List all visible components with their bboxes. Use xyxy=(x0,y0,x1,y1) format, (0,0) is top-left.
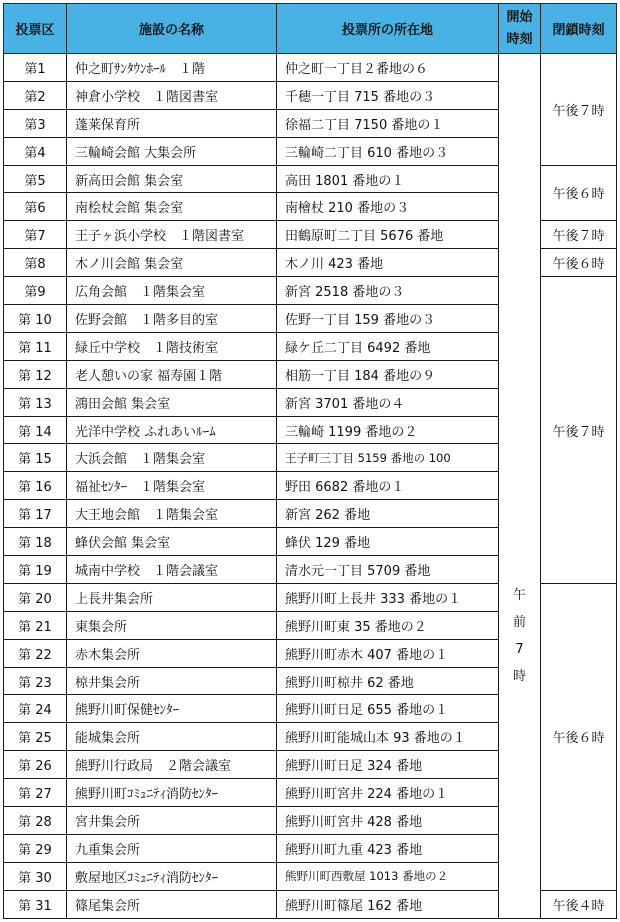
district-cell: 第 28 xyxy=(4,807,67,835)
address-cell: 清水元一丁目 5709 番地 xyxy=(277,556,499,584)
district-cell: 第7 xyxy=(4,221,67,249)
district-cell: 第 14 xyxy=(4,416,67,444)
close-time-cell: 午後６時 xyxy=(541,165,617,221)
address-cell: 王子町三丁目 5159 番地の 100 xyxy=(277,444,499,472)
district-cell: 第 23 xyxy=(4,667,67,695)
close-time-cell: 午後４時 xyxy=(541,890,617,918)
facility-cell: 鴻田会館 集会室 xyxy=(67,388,277,416)
address-cell: 熊野川町上長井 333 番地の１ xyxy=(277,583,499,611)
district-cell: 第1 xyxy=(4,54,67,82)
address-cell: 熊野川町宮井 428 番地 xyxy=(277,807,499,835)
header-district: 投票区 xyxy=(4,4,67,54)
facility-cell: 蓬莱保育所 xyxy=(67,109,277,137)
facility-cell: 緑丘中学校 １階技術室 xyxy=(67,332,277,360)
address-cell: 仲之町一丁目２番地の６ xyxy=(277,54,499,82)
facility-cell: 神倉小学校 １階図書室 xyxy=(67,81,277,109)
facility-cell: 木ノ川会館 集会室 xyxy=(67,249,277,277)
facility-cell: 上長井集会所 xyxy=(67,583,277,611)
address-cell: 熊野川町日足 324 番地 xyxy=(277,751,499,779)
polling-places-table xyxy=(3,3,617,919)
address-cell: 蜂伏 129 番地 xyxy=(277,528,499,556)
facility-cell: 大浜会館 １階集会室 xyxy=(67,444,277,472)
address-cell: 三輪崎二丁目 610 番地の３ xyxy=(277,137,499,165)
table-row xyxy=(4,54,617,82)
facility-cell: 篠尾集会所 xyxy=(67,890,277,918)
address-cell: 佐野一丁目 159 番地の３ xyxy=(277,305,499,333)
facility-cell: 光洋中学校 ふれあいﾙｰﾑ xyxy=(67,416,277,444)
facility-cell: 福祉ｾﾝﾀｰ １階集会室 xyxy=(67,472,277,500)
district-cell: 第3 xyxy=(4,109,67,137)
district-cell: 第 27 xyxy=(4,779,67,807)
district-cell: 第 29 xyxy=(4,834,67,862)
facility-cell: 新高田会館 集会室 xyxy=(67,165,277,193)
facility-cell: 九重集会所 xyxy=(67,834,277,862)
district-cell: 第 25 xyxy=(4,723,67,751)
open-time-label: 午前7時 xyxy=(512,587,526,684)
address-cell: 熊野川町日足 655 番地の１ xyxy=(277,695,499,723)
district-cell: 第6 xyxy=(4,193,67,221)
address-cell: 相筋一丁目 184 番地の９ xyxy=(277,360,499,388)
district-cell: 第 12 xyxy=(4,360,67,388)
address-cell: 熊野川町篠尾 162 番地 xyxy=(277,890,499,918)
district-cell: 第4 xyxy=(4,137,67,165)
close-time-cell: 午後７時 xyxy=(541,277,617,584)
facility-cell: 敷屋地区ｺﾐｭﾆﾃｨ消防ｾﾝﾀｰ xyxy=(67,862,277,890)
facility-cell: 佐野会館 １階多目的室 xyxy=(67,305,277,333)
header-open-time: 開始時刻 xyxy=(499,4,541,54)
open-time-cell xyxy=(499,54,541,919)
district-cell: 第 11 xyxy=(4,332,67,360)
address-cell: 徐福二丁目 7150 番地の１ xyxy=(277,109,499,137)
facility-cell: 熊野川行政局 ２階会議室 xyxy=(67,751,277,779)
close-time-cell: 午後６時 xyxy=(541,249,617,277)
address-cell: 熊野川町九重 423 番地 xyxy=(277,834,499,862)
address-cell: 熊野川町能城山本 93 番地の１ xyxy=(277,723,499,751)
address-cell: 熊野川町赤木 407 番地の１ xyxy=(277,639,499,667)
district-cell: 第 17 xyxy=(4,500,67,528)
facility-cell: 熊野川町保健ｾﾝﾀｰ xyxy=(67,695,277,723)
close-time-cell: 午後７時 xyxy=(541,54,617,166)
facility-cell: 広角会館 １階集会室 xyxy=(67,277,277,305)
address-cell: 田鶴原町二丁目 5676 番地 xyxy=(277,221,499,249)
district-cell: 第 13 xyxy=(4,388,67,416)
facility-cell: 東集会所 xyxy=(67,611,277,639)
facility-cell: 南桧杖会館 集会室 xyxy=(67,193,277,221)
address-cell: 新宮 262 番地 xyxy=(277,500,499,528)
facility-cell: 能城集会所 xyxy=(67,723,277,751)
address-cell: 千穂一丁目 715 番地の３ xyxy=(277,81,499,109)
district-cell: 第9 xyxy=(4,277,67,305)
address-cell: 高田 1801 番地の１ xyxy=(277,165,499,193)
district-cell: 第 10 xyxy=(4,305,67,333)
district-cell: 第 19 xyxy=(4,556,67,584)
facility-cell: 王子ヶ浜小学校 １階図書室 xyxy=(67,221,277,249)
district-cell: 第 30 xyxy=(4,862,67,890)
header-close-time: 閉鎖時刻 xyxy=(541,4,617,54)
address-cell: 木ノ川 423 番地 xyxy=(277,249,499,277)
address-cell: 新宮 3701 番地の４ xyxy=(277,388,499,416)
facility-cell: 城南中学校 １階会議室 xyxy=(67,556,277,584)
address-cell: 熊野川町宮井 224 番地の１ xyxy=(277,779,499,807)
facility-cell: 三輪崎会館 大集会所 xyxy=(67,137,277,165)
facility-cell: 仲之町ｻﾝﾀｳﾝﾎｰﾙ １階 xyxy=(67,54,277,82)
facility-cell: 椋井集会所 xyxy=(67,667,277,695)
facility-cell: 宮井集会所 xyxy=(67,807,277,835)
address-cell: 緑ケ丘二丁目 6492 番地 xyxy=(277,332,499,360)
district-cell: 第5 xyxy=(4,165,67,193)
header-address: 投票所の所在地 xyxy=(277,4,499,54)
address-cell: 新宮 2518 番地の３ xyxy=(277,277,499,305)
district-cell: 第 31 xyxy=(4,890,67,918)
close-time-cell: 午後７時 xyxy=(541,221,617,249)
facility-cell: 蜂伏会館 集会室 xyxy=(67,528,277,556)
facility-cell: 大王地会館 １階集会室 xyxy=(67,500,277,528)
facility-cell: 赤木集会所 xyxy=(67,639,277,667)
address-cell: 熊野川町西敷屋 1013 番地の２ xyxy=(277,862,499,890)
district-cell: 第 24 xyxy=(4,695,67,723)
address-cell: 熊野川町東 35 番地の２ xyxy=(277,611,499,639)
district-cell: 第2 xyxy=(4,81,67,109)
header-facility: 施設の名称 xyxy=(67,4,277,54)
address-cell: 熊野川町椋井 62 番地 xyxy=(277,667,499,695)
district-cell: 第 15 xyxy=(4,444,67,472)
district-cell: 第 18 xyxy=(4,528,67,556)
facility-cell: 老人憩いの家 福寿園１階 xyxy=(67,360,277,388)
district-cell: 第 22 xyxy=(4,639,67,667)
facility-cell: 熊野川町ｺﾐｭﾆﾃｨ消防ｾﾝﾀｰ xyxy=(67,779,277,807)
address-cell: 三輪崎 1199 番地の２ xyxy=(277,416,499,444)
district-cell: 第 26 xyxy=(4,751,67,779)
address-cell: 南檜杖 210 番地の３ xyxy=(277,193,499,221)
district-cell: 第 20 xyxy=(4,583,67,611)
header-row xyxy=(4,4,617,54)
district-cell: 第 21 xyxy=(4,611,67,639)
district-cell: 第8 xyxy=(4,249,67,277)
address-cell: 野田 6682 番地の１ xyxy=(277,472,499,500)
close-time-cell: 午後６時 xyxy=(541,583,617,890)
district-cell: 第 16 xyxy=(4,472,67,500)
